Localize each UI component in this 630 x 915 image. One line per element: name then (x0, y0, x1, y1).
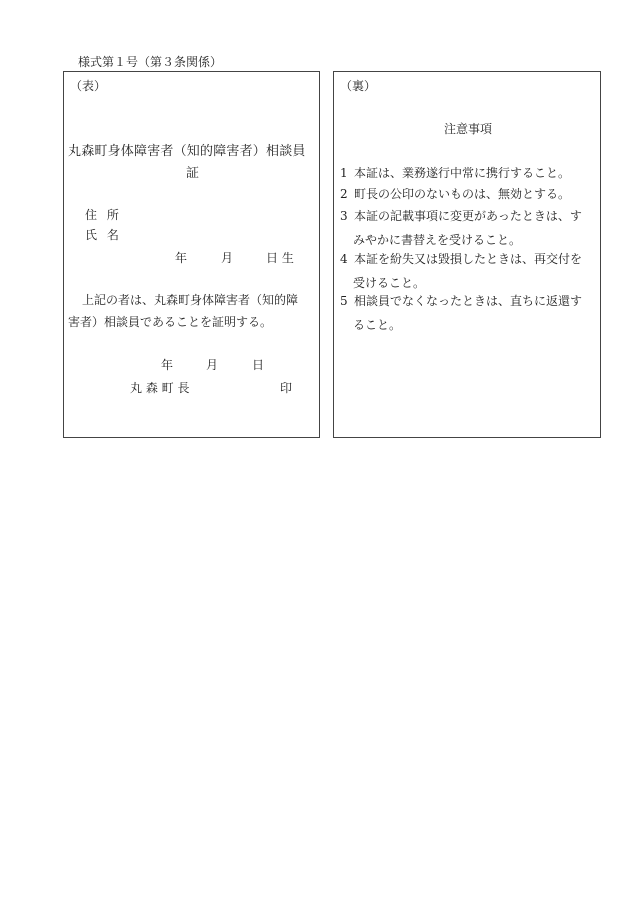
note-text: 相談員でなくなったときは、直ちに返還す (354, 294, 583, 308)
form-number-label: 様式第１号（第３条関係） (78, 55, 223, 69)
issuer-label: 丸 森 町 長 (130, 381, 190, 395)
note-text: 本証の記載事項に変更があったときは、す (354, 209, 582, 223)
name-label: 氏 名 (85, 228, 122, 242)
notes-title: 注意事項 (443, 122, 492, 136)
certificate-title-line2: 証 (185, 166, 199, 181)
note-item (340, 164, 596, 181)
birth-day-label: 日 生 (266, 251, 294, 265)
note-item (340, 207, 596, 248)
note-number: 3 (340, 209, 348, 223)
issue-month-label: 月 (206, 358, 219, 372)
issue-year-label: 年 (161, 358, 174, 372)
note-number: 2 (340, 187, 348, 201)
seal-mark: 印 (280, 381, 293, 395)
front-side-label: （表） (70, 79, 107, 93)
note-text: 本証は、業務遂行中常に携行すること。 (354, 166, 571, 180)
note-item (340, 292, 596, 333)
note-text-continued: みやかに書替えを受けること。 (353, 233, 522, 247)
certification-text-line2: 害者）相談員であることを証明する。 (68, 315, 273, 329)
note-item (340, 250, 596, 291)
birth-year-label: 年 (175, 251, 188, 265)
note-text: 町長の公印のないものは、無効とする。 (354, 187, 571, 201)
note-text: 本証を紛失又は毀損したときは、再交付を (354, 252, 583, 266)
certification-text-line1: 上記の者は、丸森町身体障害者（知的障 (82, 293, 299, 307)
note-number: 4 (340, 252, 348, 266)
certificate-title-line1: 丸森町身体障害者（知的障害者）相談員 (68, 144, 306, 159)
issue-day-label: 日 (252, 358, 265, 372)
note-text-continued: 受けること。 (353, 276, 426, 290)
birth-month-label: 月 (221, 251, 234, 265)
back-side-card (333, 71, 601, 438)
note-number: 1 (340, 166, 348, 180)
note-item (340, 185, 596, 202)
note-number: 5 (340, 294, 348, 308)
front-side-card (63, 71, 320, 438)
note-text-continued: ること。 (353, 318, 402, 332)
back-side-label: （裏） (340, 79, 377, 93)
address-label: 住 所 (85, 208, 122, 222)
